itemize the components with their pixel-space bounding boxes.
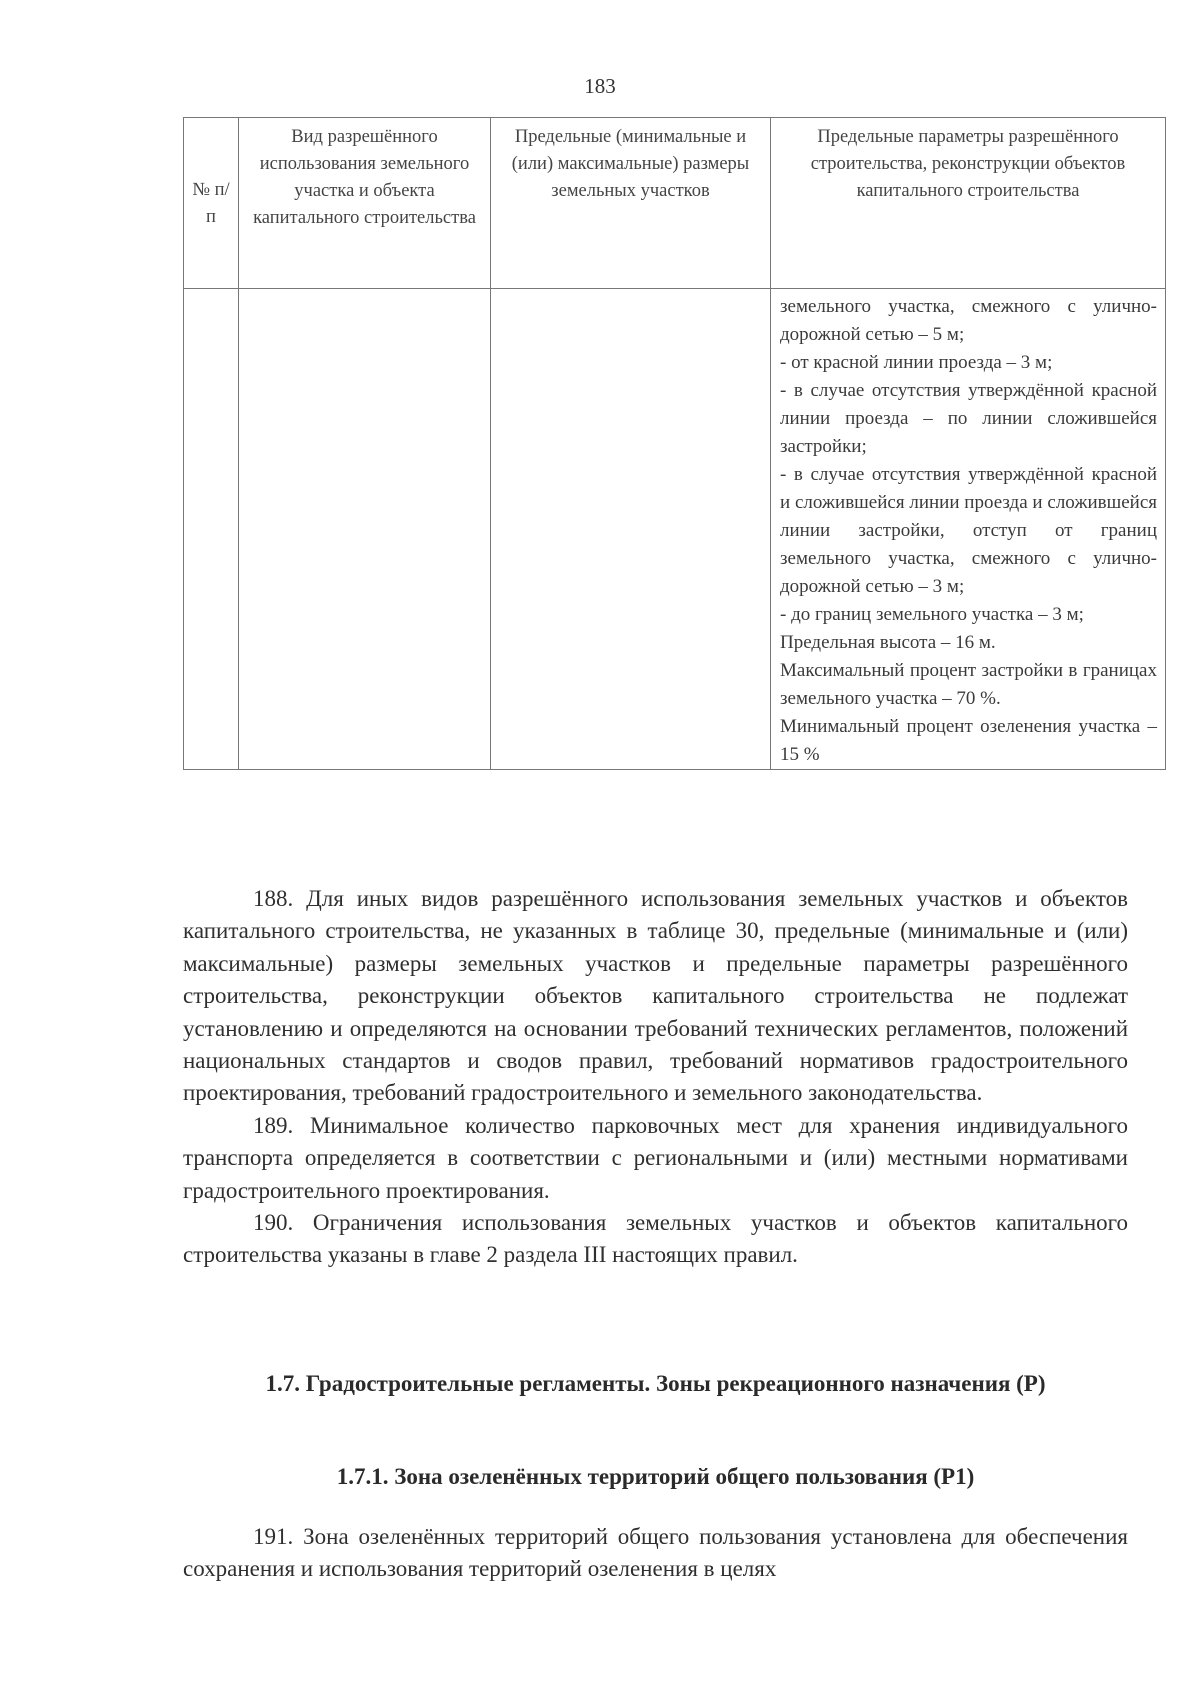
param-line: земельного участка, смежного с улично-дорожной сетью – 5 м; <box>780 296 1157 345</box>
param-line: - в случае отсутствия утверждённой красной и сложившейся линии проезда и сложившейся линии застройки, отступ от границ земельного участка, смежного с улично-дорожной сетью – 3 м; <box>780 464 1157 597</box>
param-line: - в случае отсутствия утверждённой красной линии проезда – по линии сложившейся застройки; <box>780 380 1157 457</box>
paragraph-188: 188. Для иных видов разрешённого использования земельных участков и объектов капитального строительства, не указанных в таблице 30, предельные (минимальные и (или) максимальные) размеры земельных участков и предельные параметры разрешённого строительства, реконструкции объектов капитального строительства не подлежат установлению и определяются на основании требований технических регламентов, положений национальных стандартов и сводов правил, требований нормативов градостроительного проектирования, требований градостроительного и земельного законодательства. <box>183 886 1128 1106</box>
cell-params <box>771 289 1166 770</box>
paragraphs-block-2 <box>183 1521 1128 1586</box>
param-line: - от красной линии проезда – 3 м; <box>780 352 1053 373</box>
paragraphs-block-1 <box>183 883 1128 1272</box>
paragraph-190: 190. Ограничения использования земельных участков и объектов капитального строительства указаны в главе 2 раздела III настоящих правил. <box>183 1210 1128 1268</box>
cell-plot-sizes <box>491 289 771 770</box>
param-line: Минимальный процент озеленения участка – 15 % <box>780 716 1157 765</box>
section-heading-1-7-1: 1.7.1. Зона озеленённых территорий общего пользования (Р1) <box>336 1464 975 1489</box>
paragraph-189: 189. Минимальное количество парковочных мест для хранения индивидуального транспорта определяется в соответствии с региональными и (или) местными нормативами градостроительного проектирования. <box>183 1112 1128 1203</box>
header-build-params: Предельные параметры разрешённого строительства, реконструкции объектов капитального строительства <box>771 118 1166 289</box>
cell-num <box>184 289 239 770</box>
param-line: Предельная высота – 16 м. <box>780 632 996 653</box>
table-row <box>184 289 1166 770</box>
cell-use-type <box>239 289 491 770</box>
table-header-row <box>184 118 1166 289</box>
param-line: Максимальный процент застройки в границах земельного участка – 70 %. <box>780 660 1157 709</box>
regulations-table <box>183 117 1166 770</box>
section-heading-1-7: 1.7. Градостроительные регламенты. Зоны рекреационного назначения (Р) <box>265 1371 1046 1396</box>
header-plot-sizes: Предельные (минимальные и (или) максимальные) размеры земельных участков <box>491 118 771 289</box>
param-line: - до границ земельного участка – 3 м; <box>780 604 1084 625</box>
page-number: 183 <box>584 74 616 98</box>
header-use-type: Вид разрешённого использования земельного участка и объекта капитального строительства <box>239 118 491 289</box>
header-num: № п/п <box>184 118 239 289</box>
paragraph-191: 191. Зона озеленённых территорий общего пользования установлена для обеспечения сохранения и использования территорий озеленения в целях <box>183 1524 1128 1582</box>
